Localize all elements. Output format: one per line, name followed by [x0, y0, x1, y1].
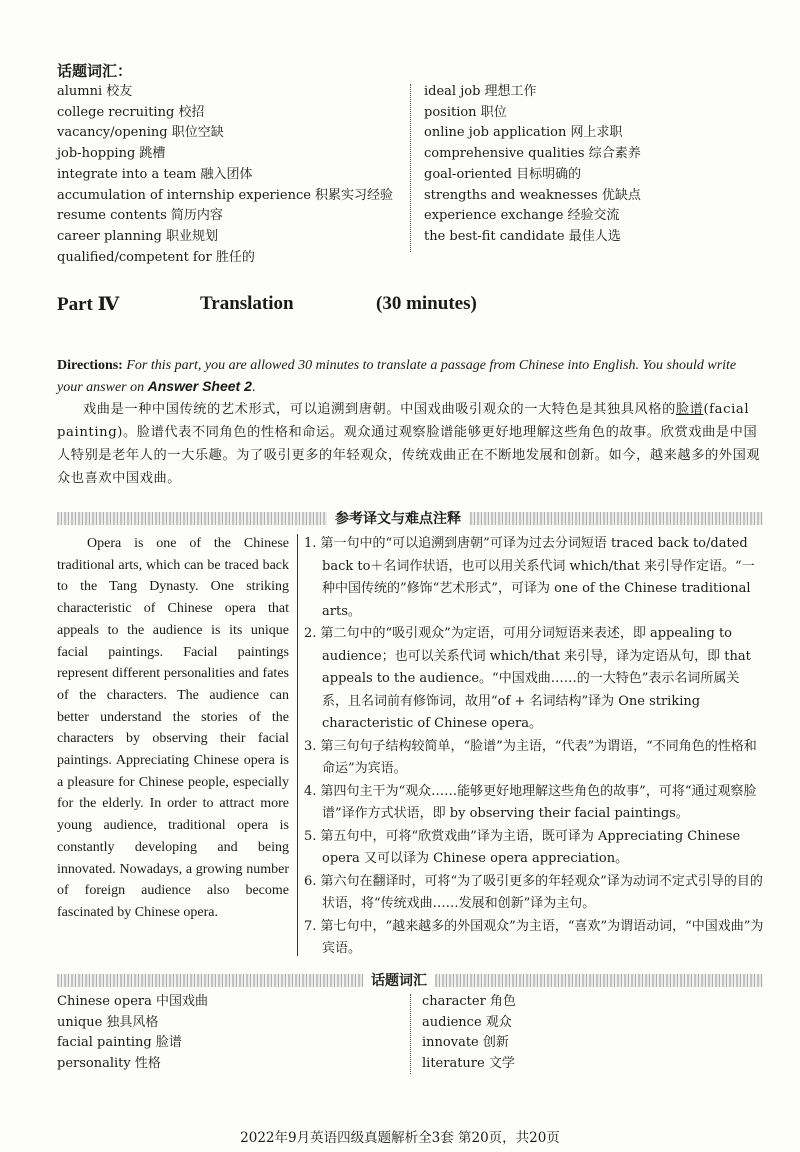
list-item: online job application 网上求职 [424, 125, 623, 141]
list-item: character 角色 [422, 994, 516, 1009]
note-item: 7. 第七句中，“越来越多的外国观众”为主语，“喜欢”为谓语动词，“中国戏曲”为宾语。 [304, 918, 764, 956]
list-item: audience 观众 [422, 1014, 512, 1030]
part-name: Translation [200, 293, 294, 314]
vocab2-divider [410, 994, 411, 1074]
note-item: 5. 第五句中，可将“欣赏戏曲”译为主语，既可译为 Appreciating Chinese opera 又可以译为 Chinese opera appreciation。 [304, 828, 741, 866]
section-divider-reference [57, 508, 763, 528]
reference-section-title: 参考译文与难点注释 [327, 508, 469, 528]
note-item: 4. 第四句主干为“观众……能够更好地理解这些角色的故事”，可将“通过观察脸谱”译作方式状语，即 by observing their facial paintings。 [304, 783, 757, 821]
note-item: 2. 第二句中的“吸引观众”为定语，可用分词短语来表述，即 appealing to audience；也可以关系代词 which/that 来引导，译为定语从句，即 that appeals to the audience。“中国戏曲……的一大特色”表示名词所属关系，且名词前有修饰词，故用“of + 名词结构”译为 One striking characteristic of Chinese opera。 [304, 626, 751, 731]
keyword-underlined: 脸谱 [675, 402, 704, 417]
page-footer: 2022年9月英语四级真题解析全3套 第20页，共20页 [240, 1130, 560, 1146]
list-item: ideal job 理想工作 [424, 84, 537, 99]
list-item: position 职位 [424, 104, 507, 120]
vocab2-left-list [57, 992, 208, 1075]
vocab2-right-list [422, 992, 516, 1075]
list-item: literature 文学 [422, 1056, 515, 1072]
vocab-divider [410, 84, 411, 252]
vocab-right-list [424, 82, 641, 248]
list-item: resume contents 简历内容 [57, 208, 223, 224]
translation-text: Opera is one of the Chinese traditional arts, which can be traced back to the Tang Dynasty. One striking characteristic of Chinese opera that appeals to the audience is its unique facial paintings. Facial paintings represent different personalities and fates of the characters. The audience can better understand the stories of the characters by observing their facial paintings. Appreciating Chinese opera is a pleasure for Chinese people, especially for the elderly. In order to attract more young audience, traditional opera is constantly developing and being innovated. Nowadays, a growing number of foreign audience also become fascinated by Chinese opera. [57, 536, 289, 920]
list-item: comprehensive qualities 综合素养 [424, 146, 641, 162]
list-item: personality 性格 [57, 1056, 161, 1072]
directions-text: For this part, you are allowed 30 minutes to translate a passage from Chinese into English. You should write your answer on [57, 358, 737, 395]
section-divider-vocab [57, 970, 763, 990]
list-item: goal-oriented 目标明确的 [424, 166, 582, 182]
list-item: college recruiting 校招 [57, 104, 205, 120]
list-item: strengths and weaknesses 优缺点 [424, 187, 641, 203]
list-item: integrate into a team 融入团体 [57, 166, 253, 182]
vocab2-title: 话题词汇 [363, 970, 435, 990]
list-item: experience exchange 经验交流 [424, 208, 620, 224]
translation-notes [304, 533, 764, 961]
list-item: career planning 职业规划 [57, 228, 218, 244]
list-item: accumulation of internship experience 积累实习经验 [57, 187, 394, 203]
list-item: job-hopping 跳槽 [57, 146, 166, 162]
vocab-title: 话题词汇： [57, 62, 133, 80]
vocab-left-list [57, 82, 393, 268]
column-divider [297, 534, 298, 956]
list-item: innovate 创新 [422, 1035, 509, 1051]
list-item: alumni 校友 [57, 84, 133, 99]
list-item: facial painting 脸谱 [57, 1035, 182, 1051]
list-item: vacancy/opening 职位空缺 [57, 125, 224, 141]
part-time: (30 minutes) [376, 293, 477, 314]
source-passage: 戏曲是一种中国传统的艺术形式，可以追溯到唐朝。中国戏曲吸引观众的一大特色是其独具风格的脸谱(facial painting)。脸谱代表不同角色的性格和命运。观众通过观察脸谱能够更好地理解这些角色的故事。欣赏戏曲是中国人特别是老年人的一大乐趣。为了吸引更多的年轻观众，传统戏曲正在不断地发展和创新。如今，越来越多的外国观众也喜欢中国戏曲。 [57, 402, 761, 486]
list-item: unique 独具风格 [57, 1014, 159, 1030]
note-item: 6. 第六句在翻译时，可将“为了吸引更多的年轻观众”译为动词不定式引导的目的状语，将“传统戏曲……发展和创新”译为主句。 [304, 873, 763, 911]
directions: Directions: For this part, you are allowed 30 minutes to translate a passage from Chinese into English. You should write your answer on Answer Sheet 2. [57, 358, 737, 395]
note-item: 1. 第一句中的“可以追溯到唐朝”可译为过去分词短语 traced back to/dated back to＋名词作状语，也可以用关系代词 which/that 来引导作定语。“一种中国传统的”修饰“艺术形式”，可译为 one of the Chinese traditional arts。 [304, 536, 755, 619]
list-item: qualified/competent for 胜任的 [57, 249, 255, 265]
part-number: Part Ⅳ [57, 294, 120, 315]
reference-translation [57, 533, 289, 924]
note-item: 3. 第三句句子结构较简单，“脸谱”为主语，“代表”为谓语，“不同角色的性格和命运”为宾语。 [304, 738, 757, 776]
list-item: the best-fit candidate 最佳人选 [424, 228, 621, 244]
answer-sheet-label: Answer Sheet 2 [147, 378, 252, 394]
directions-label: Directions: [57, 358, 123, 373]
list-item: Chinese opera 中国戏曲 [57, 994, 208, 1009]
